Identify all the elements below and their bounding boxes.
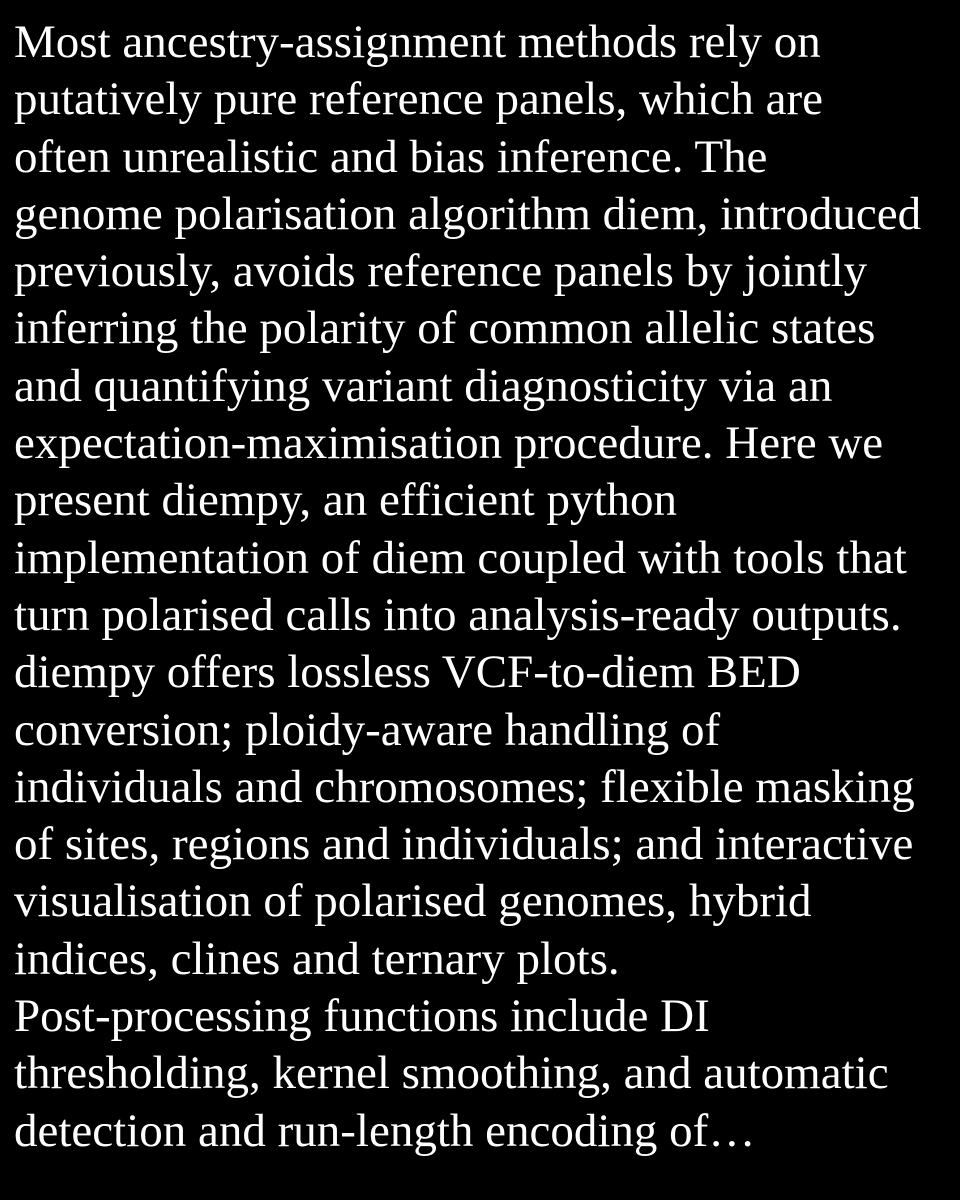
abstract-line: thresholding, kernel smoothing, and automatic <box>14 1047 889 1100</box>
abstract-line: expectation-maximisation procedure. Here we <box>14 417 884 470</box>
abstract-line: previously, avoids reference panels by jointly <box>14 245 868 298</box>
abstract-line: turn polarised calls into analysis-ready outputs. <box>14 588 902 641</box>
abstract-line: often unrealistic and bias inference. The <box>14 130 768 183</box>
abstract-line: indices, clines and ternary plots. <box>14 932 620 985</box>
abstract-line: of sites, regions and individuals; and interactive <box>14 818 914 871</box>
abstract-line: putatively pure reference panels, which are <box>14 73 824 126</box>
abstract-line: conversion; ploidy-aware handling of <box>14 703 721 756</box>
abstract-line: visualisation of polarised genomes, hybrid <box>14 875 812 928</box>
abstract-line: diempy offers lossless VCF-to-diem BED <box>14 646 801 699</box>
abstract-line: present diempy, an efficient python <box>14 474 678 527</box>
abstract-line: genome polarisation algorithm diem, introduced <box>14 187 922 240</box>
abstract-line: detection and run-length encoding of… <box>14 1104 756 1157</box>
abstract-line: Most ancestry-assignment methods rely on <box>14 16 821 68</box>
abstract-line: individuals and chromosomes; flexible masking <box>14 760 915 813</box>
abstract-line: Post-processing functions include DI <box>14 990 710 1043</box>
abstract-text <box>14 14 954 1160</box>
abstract-line: inferring the polarity of common allelic states <box>14 302 876 355</box>
abstract-line: and quantifying variant diagnosticity via an <box>14 359 833 412</box>
abstract-line: implementation of diem coupled with tools that <box>14 531 907 584</box>
